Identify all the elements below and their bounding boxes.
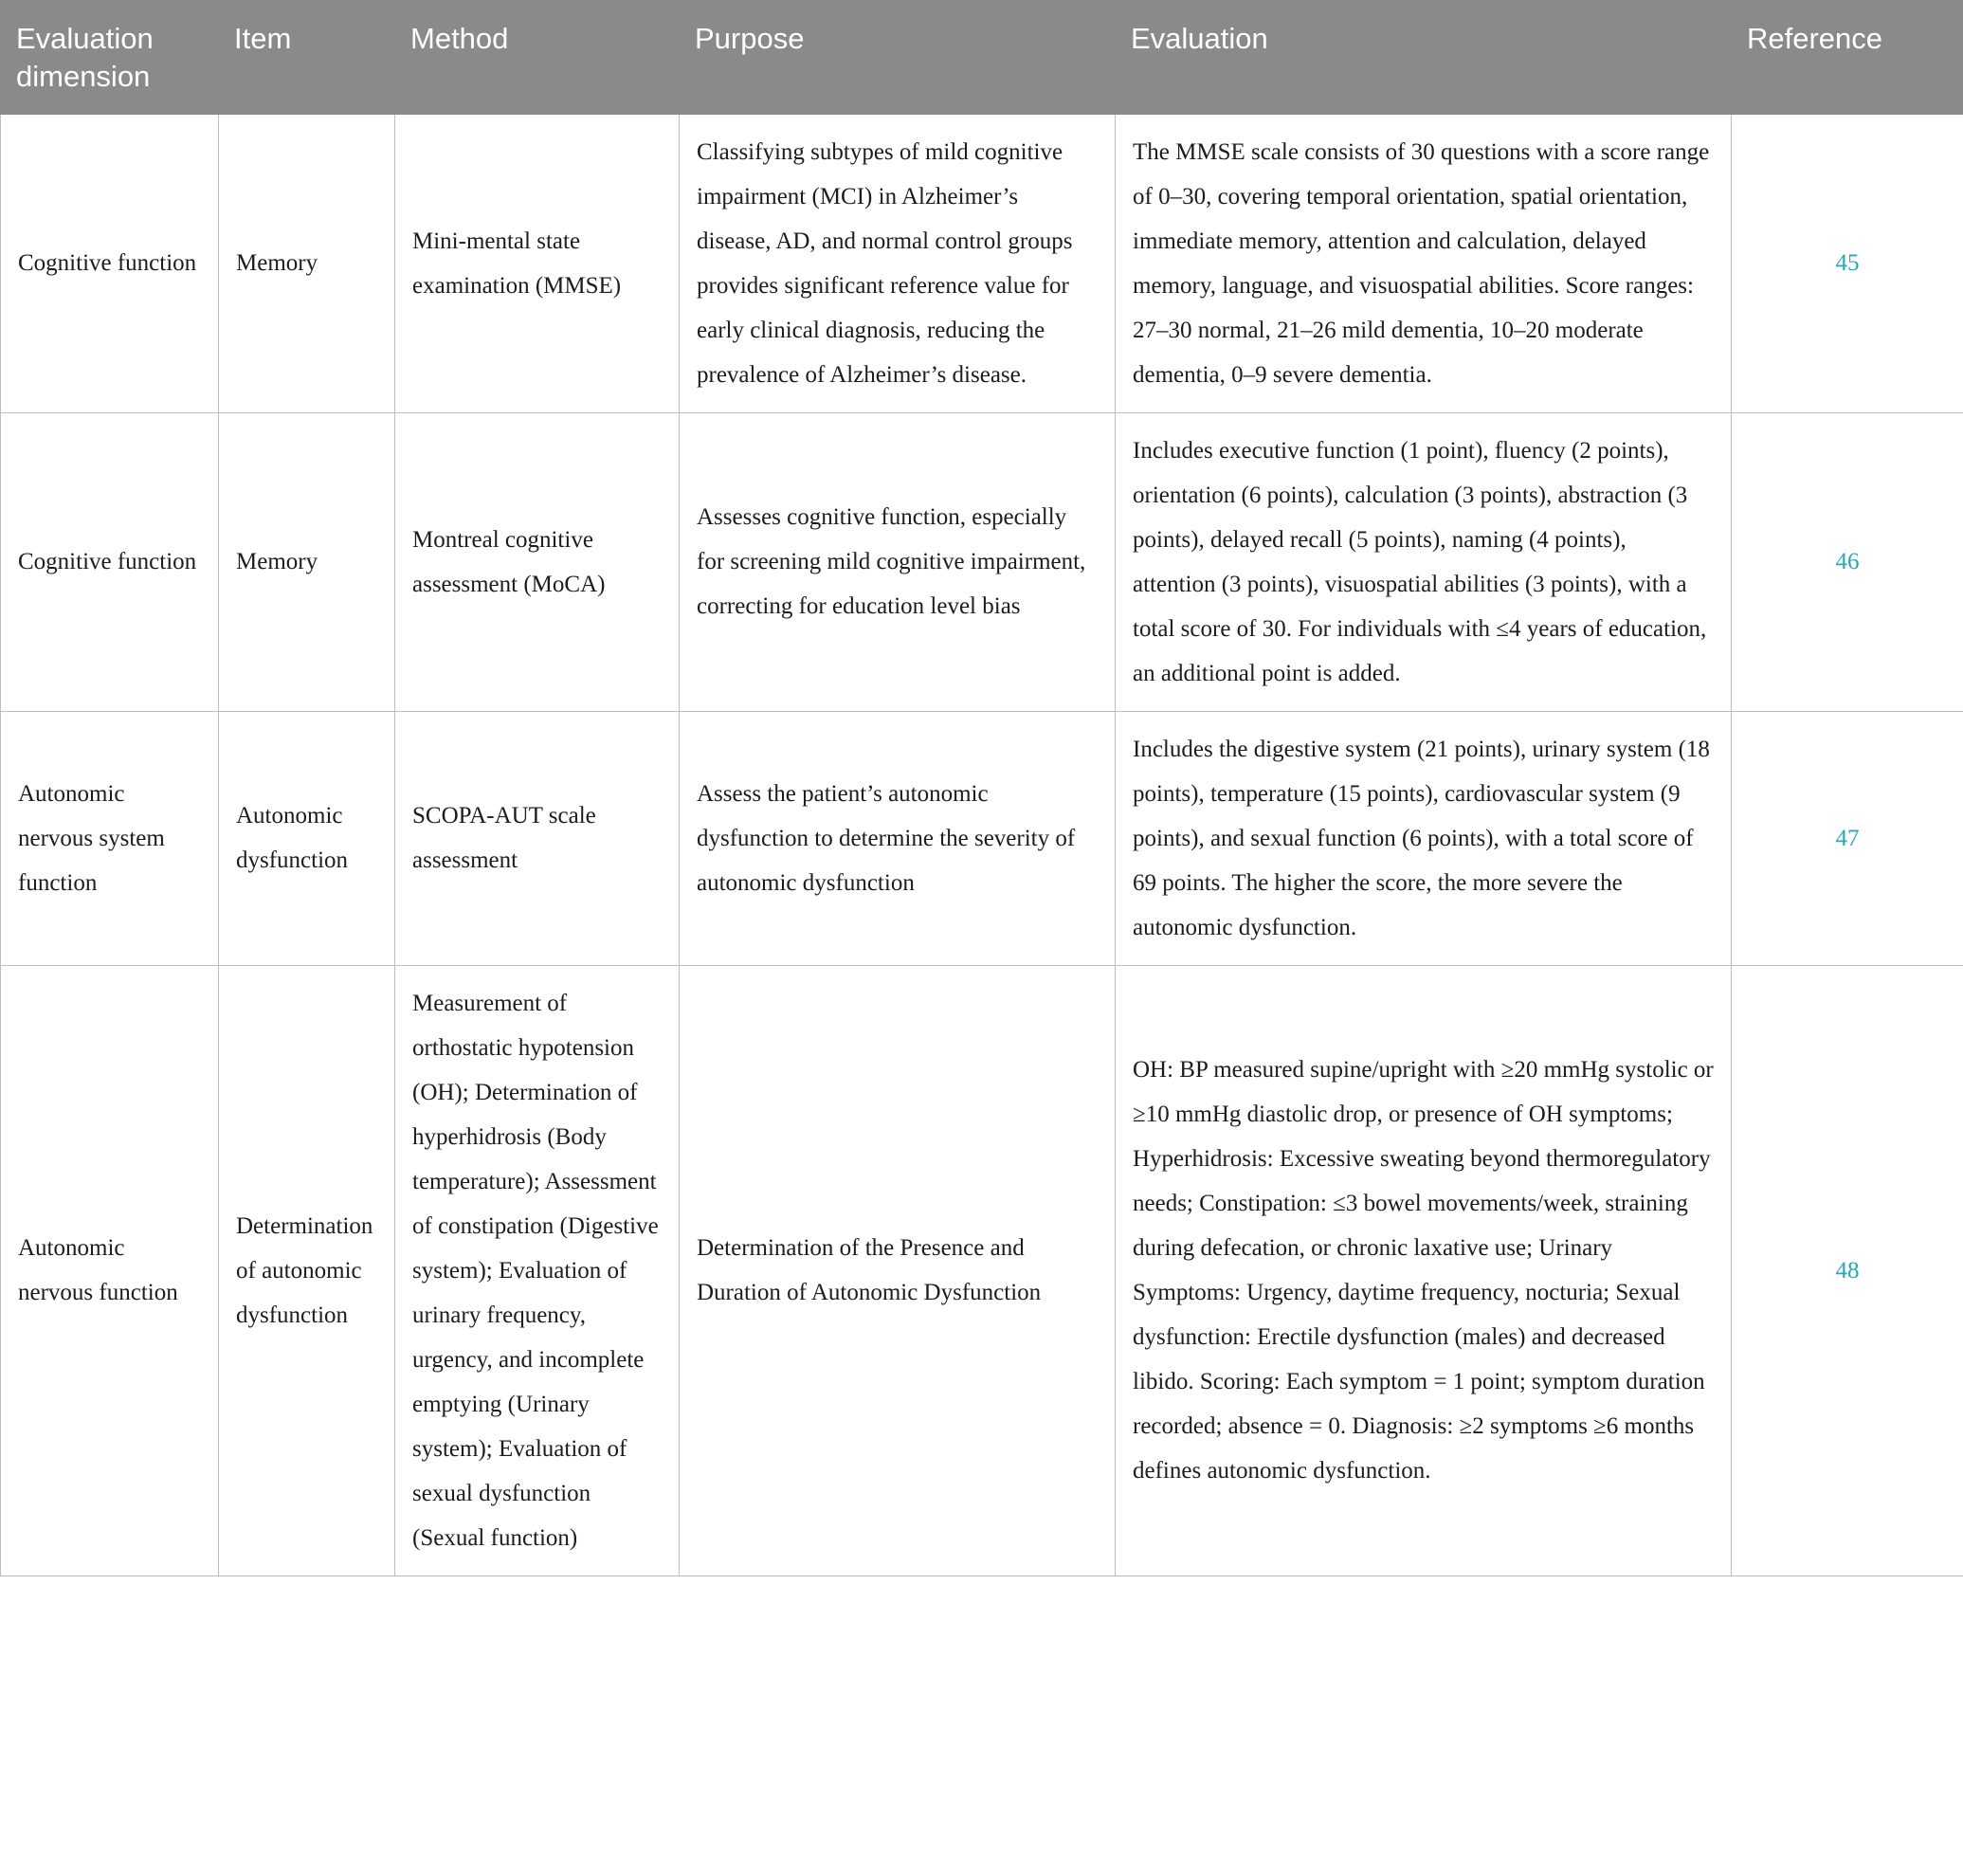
- reference-link[interactable]: 46: [1835, 549, 1860, 575]
- cell-evaluation: The MMSE scale consists of 30 questions with a score range of 0–30, covering temporal orientation, spatial orientation, immediate memory, attention and calculation, delayed memory, language, and visuospatial abilities. Score ranges: 27–30 normal, 21–26 mild dementia, 10–20 moderate dementia, 0–9 severe dementia.: [1116, 114, 1732, 412]
- table-row-scopa-aut: [1, 711, 1963, 965]
- cell-evaluation-dimension: Cognitive function: [1, 114, 219, 412]
- cell-reference: [1732, 412, 1963, 711]
- cell-method: Montreal cognitive assessment (MoCA): [395, 412, 680, 711]
- col-header-item: Item: [219, 1, 395, 115]
- cell-evaluation-dimension: Autonomic nervous function: [1, 965, 219, 1575]
- cell-item: Memory: [219, 114, 395, 412]
- cell-evaluation: OH: BP measured supine/upright with ≥20 mmHg systolic or ≥10 mmHg diastolic drop, or presence of OH symptoms; Hyperhidrosis: Excessive sweating beyond thermoregulatory needs; Constipation: ≤3 bowel movements/week, straining during defecation, or chronic laxative use; Urinary Symptoms: Urgency, daytime frequency, nocturia; Sexual dysfunction: Erectile dysfunction (males) and decreased libido. Scoring: Each symptom = 1 point; symptom duration recorded; absence = 0. Diagnosis: ≥2 symptoms ≥6 months defines autonomic dysfunction.: [1116, 965, 1732, 1575]
- cell-reference: [1732, 965, 1963, 1575]
- cell-method: SCOPA-AUT scale assessment: [395, 711, 680, 965]
- table-row-mmse: [1, 114, 1963, 412]
- cell-method: Mini-mental state examination (MMSE): [395, 114, 680, 412]
- cell-purpose: Assesses cognitive function, especially for screening mild cognitive impairment, correcting for education level bias: [680, 412, 1116, 711]
- cell-method: Measurement of orthostatic hypotension (OH); Determination of hyperhidrosis (Body temperature); Assessment of constipation (Digestive system); Evaluation of urinary frequency, urgency, and incomplete emptying (Urinary system); Evaluation of sexual dysfunction (Sexual function): [395, 965, 680, 1575]
- col-header-method: Method: [395, 1, 680, 115]
- col-header-reference: Reference: [1732, 1, 1963, 115]
- cell-purpose: Classifying subtypes of mild cognitive impairment (MCI) in Alzheimer’s disease, AD, and normal control groups provides significant reference value for early clinical diagnosis, reducing the prevalence of Alzheimer’s disease.: [680, 114, 1116, 412]
- table-row-autonomic-dysfunction: [1, 965, 1963, 1575]
- reference-link[interactable]: 48: [1835, 1257, 1860, 1284]
- cell-evaluation-dimension: Autonomic nervous system function: [1, 711, 219, 965]
- table-row-moca: [1, 412, 1963, 711]
- cell-evaluation-dimension: Cognitive function: [1, 412, 219, 711]
- cell-item: Memory: [219, 412, 395, 711]
- header-row: [1, 1, 1963, 115]
- cell-evaluation: Includes executive function (1 point), fluency (2 points), orientation (6 points), calculation (3 points), abstraction (3 points), delayed recall (5 points), naming (4 points), attention (3 points), visuospatial abilities (3 points), with a total score of 30. For individuals with ≤4 years of education, an additional point is added.: [1116, 412, 1732, 711]
- reference-link[interactable]: 47: [1835, 825, 1860, 851]
- cell-reference: [1732, 114, 1963, 412]
- cell-purpose: Assess the patient’s autonomic dysfunction to determine the severity of autonomic dysfunction: [680, 711, 1116, 965]
- reference-link[interactable]: 45: [1835, 250, 1860, 277]
- cell-reference: [1732, 711, 1963, 965]
- col-header-purpose: Purpose: [680, 1, 1116, 115]
- cell-evaluation: Includes the digestive system (21 points), urinary system (18 points), temperature (15 points), cardiovascular system (9 points), and sexual function (6 points), with a total score of 69 points. The higher the score, the more severe the autonomic dysfunction.: [1116, 711, 1732, 965]
- cell-item: Determination of autonomic dysfunction: [219, 965, 395, 1575]
- col-header-evaluation: Evaluation: [1116, 1, 1732, 115]
- col-header-evaluation-dimension: Evaluation dimension: [1, 1, 219, 115]
- cell-purpose: Determination of the Presence and Duration of Autonomic Dysfunction: [680, 965, 1116, 1575]
- cell-item: Autonomic dysfunction: [219, 711, 395, 965]
